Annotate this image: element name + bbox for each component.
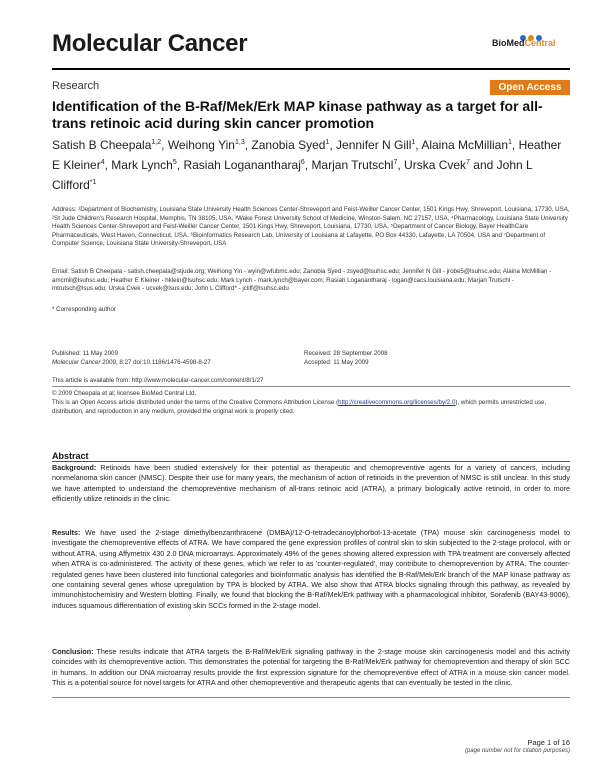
received-accepted	[304, 350, 564, 367]
publisher-suffix: Central	[524, 38, 556, 48]
author-name: Rasiah Loganantharaj	[183, 158, 301, 172]
corresponding-author-note: * Corresponding author	[52, 306, 116, 313]
author-name: Zanobia Syed	[251, 138, 326, 152]
author-name: Urska Cvek	[404, 158, 467, 172]
abstract-background	[52, 463, 570, 505]
abstract-conclusion	[52, 647, 570, 689]
background-text: Retinoids have been studied extensively for their potential as therapeutic and chemopreventive agents for a variety of cancers, including nonmelanoma skin cancer (NMSC). Despite their use for many years, the mechanism of action of retinoids in the prevention of NMSC is still unclear. In this study we have attempted to understand the chemopreventive mechanism of all-trans retinoic acid (ATRA), a primary biologically active retinoid, in order to more efficiently utilize retinoids in the clinic.	[52, 463, 570, 504]
publisher-logo	[492, 28, 564, 56]
license-pre: This is an Open Access article distributed under the terms of the Creative Commons Attribution License (	[52, 399, 339, 406]
author-affiliation-marker: *1	[89, 179, 97, 186]
accepted-date: Accepted: 11 May 2009	[304, 358, 369, 366]
author-list: Satish B Cheepala$^{1,2}$, Weihong Yin$^{1,3}$, Zanobia Syed$^1$, Jennifer N Gill$^1$, Alaina McMillian$^1$, Heather E Kleiner$^4$, Mark Lynch$^5$, Rasiah Loganantharaj$^6$, Marjan Trutschl$^7$, Urska Cvek$^7$ and John L Clifford$^{*1}$	[52, 138, 562, 192]
author-name: Heather E Kleiner	[52, 138, 562, 172]
availability-link[interactable]: This article is available from: http://www.molecular-cancer.com/content/8/1/27	[52, 377, 264, 384]
author-affiliation-marker: 7	[466, 159, 470, 166]
publisher-name: BioMed	[492, 38, 525, 48]
author-name: Satish B Cheepala	[52, 138, 152, 152]
author-name: John L Clifford	[52, 158, 533, 192]
journal-title: Molecular Cancer	[52, 30, 248, 57]
license-link[interactable]: http://creativecommons.org/licenses/by/2.0	[338, 399, 456, 406]
publication-info	[52, 350, 302, 367]
license-text	[52, 399, 570, 416]
published-date: Published: 11 May 2009	[52, 350, 118, 357]
author-name: Jennifer N Gill	[336, 138, 412, 152]
license-post: ), which permits unrestricted use, distribution, and reproduction in any medium, provided the original work is properly cited.	[52, 399, 547, 415]
affiliations: Address: ¹Department of Biochemistry, Louisiana State University Health Sciences Center-Shreveport and Feist-Weiller Cancer Center, 1501 Kings Hwy, Shreveport, Louisiana, 17730, USA, ²St Jude Children's Research Hospital, Memphis, TN 38105, USA, ³Wake Forest University School of Medicine, Winston-Salem, NC 27157, USA, ⁴Pharmacology, Louisiana State University Health Sciences Center-Shreveport and Feist-Weiller Cancer Center, 1501 Kings Hwy, Shreveport, Louisiana, 17730, USA, ⁵Department of Cancer Biology, Bayer HealthCare Pharmaceuticals, West Haven, Connecticut, USA, ⁶Bioinformatics Research Lab, University of Louisiana at Lafayette, PO Box 44330, Lafayette, LA 70504, USA and ⁷Department of Computer Science, Louisiana State University-Shreveport, USA	[52, 206, 570, 248]
author-affiliation-marker: 1	[508, 139, 512, 146]
received-date: Received: 28 September 2008	[304, 350, 388, 357]
abstract-rule	[52, 461, 570, 462]
abstract-heading: Abstract	[52, 451, 89, 461]
citation	[52, 359, 302, 368]
page-number: Page 1 of 16	[527, 738, 570, 747]
conclusion-lead: Conclusion:	[52, 647, 94, 656]
header-rule	[52, 68, 570, 70]
author-affiliation-marker: 1	[411, 139, 416, 146]
author-emails: Email: Satish B Cheepala - satish.cheepala@stjude.org; Weihong Yin - wyin@wfubmc.edu; Zanobia Syed - zsyed@lsuhsc.edu; Jennifer N Gill - jrobe5@lsuhsc.edu; Alaina McMillian - amcmil@lsuhsc.edu; Heather E Kleiner - hklein@lsuhsc.edu; Mark Lynch - mark.lynch@bayer.com; Rasiah Loganantharaj - logan@cacs.louisiana.edu; Marjan Trutschl - mtrutsch@lsus.edu; Urska Cvek - ucvek@lsus.edu; John L Clifford* - jcliff@lsuhsc.edu	[52, 268, 552, 293]
section-label: Research	[52, 80, 100, 92]
author-affiliation-marker: 7	[393, 159, 398, 166]
citation-journal: Molecular Cancer	[52, 358, 101, 366]
author-affiliation-marker: 1	[325, 139, 330, 146]
page-number-note: (page number not for citation purposes)	[464, 748, 570, 754]
author-affiliation-marker: 5	[172, 159, 177, 166]
info-rule	[52, 386, 570, 387]
abstract-bottom-rule	[52, 697, 570, 698]
article-title: Identification of the B-Raf/Mek/Erk MAP kinase pathway as a target for all-trans retinoic acid during skin cancer promotion	[52, 98, 543, 131]
conclusion-text: These results indicate that ATRA targets the B-Raf/Mek/Erk signaling pathway in the 2-stage mouse skin carcinogenesis model and this activity coincides with its chemopreventive action. This demonstrates the potential for targeting the B-Raf/Mek/Erk pathway for chemoprevention and therapy of skin SCC in humans. In addition our DNA microarray results provide the first expression signature for the chemopreventive effect of ATRA in a mouse skin cancer model. This is a potential source for novel targets for ATRA and other chemopreventive and therapeutic agents that can eventually be tested in the clinic.	[52, 647, 570, 688]
author-affiliation-marker: 4	[100, 159, 105, 166]
background-lead: Background:	[52, 463, 97, 472]
abstract-results	[52, 528, 570, 611]
author-affiliation-marker: 1,3	[234, 139, 245, 146]
open-access-badge: Open Access	[490, 80, 570, 95]
citation-details: 2009, 8:27 doi:10.1186/1476-4598-8-27	[100, 358, 211, 366]
author-affiliation-marker: 1,2	[151, 139, 162, 146]
results-text: We have used the 2-stage dimethylbenzanthracene (DMBA)/12-O-tetradecanoylphorbol-13-acetate (TPA) mouse skin carcinogenesis model to investigate the chemopreventive effects of ATRA. We have compared the gene expression profiles of control skin to skin subjected to the 2-stage protocol, with or without ATRA, using Affymetrix 430 2.0 DNA microarrays. Approximately 49% of the genes showing altered expression with TPA treatment are conversely affected when ATRA is co-administered. The activity of these genes, which we refer to as 'counter-regulated', may contribute to chemoprevention by ATRA. The counter-regulated genes have been clustered into functional categories and bioinformatic analysis has identified the B-Raf/Mek/Erk branch of the MAP kinase pathway as one containing several genes whose upregulation by TPA is blocked by ATRA. We also show that ATRA blocks signaling through this pathway, as revealed by immunohistochemistry and Western blotting. Finally, we found that blocking the B-Raf/Mek/Erk pathway with a pharmacological inhibitor, Sorafenib (BAY43-9006), induces squamous differentiation of existing skin SCCs formed in the 2-stage model.	[52, 528, 570, 610]
author-name: Weihong Yin	[167, 138, 235, 152]
author-name: Alaina McMillian	[421, 138, 509, 152]
author-name: Marjan Trutschl	[311, 158, 394, 172]
results-lead: Results:	[52, 528, 81, 537]
copyright: © 2009 Cheepala et al; licensee BioMed Central Ltd.	[52, 390, 197, 397]
author-affiliation-marker: 6	[300, 159, 305, 166]
author-name: Mark Lynch	[111, 158, 173, 172]
